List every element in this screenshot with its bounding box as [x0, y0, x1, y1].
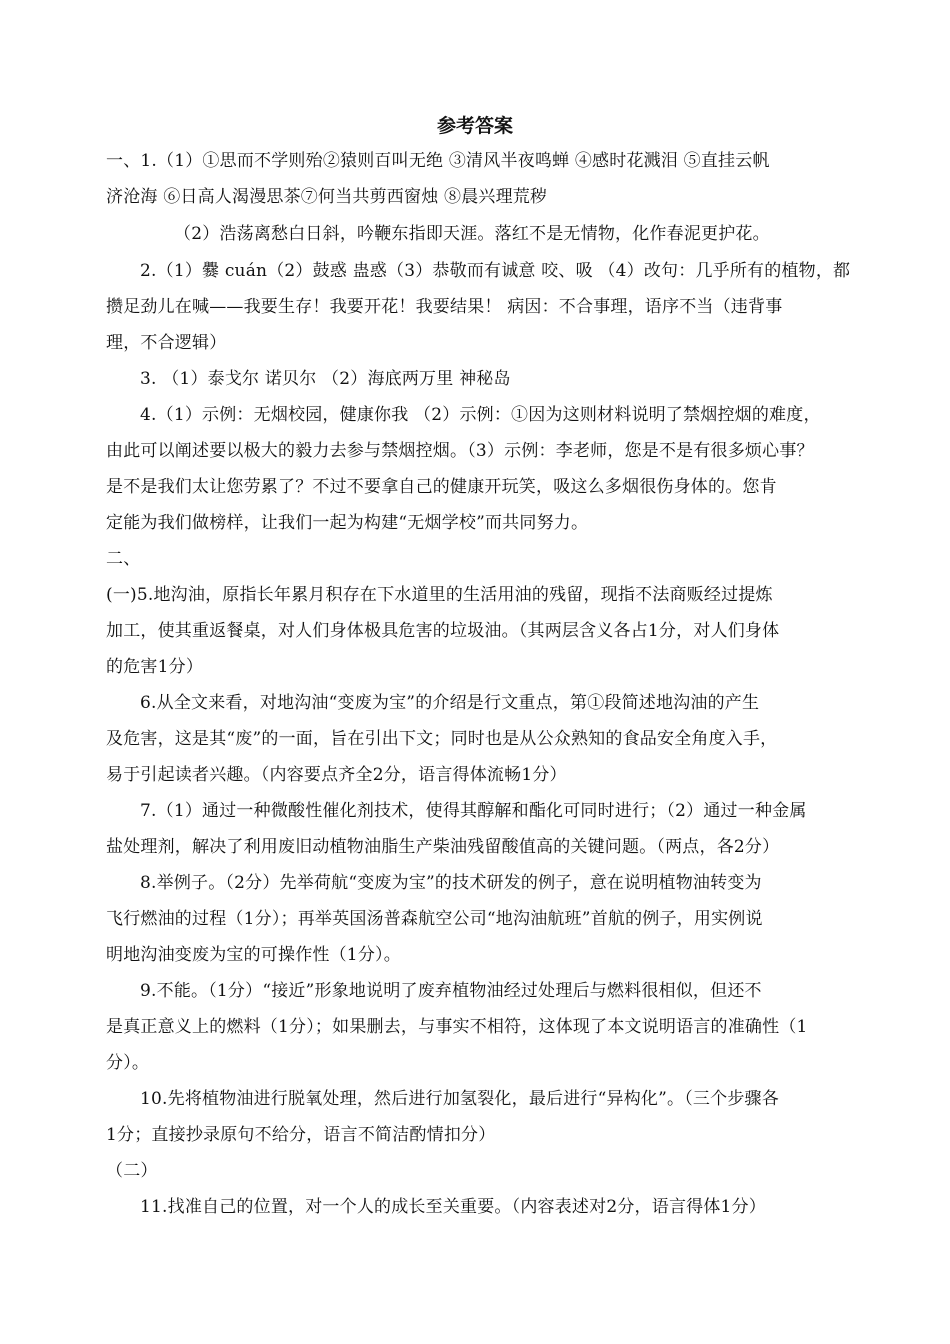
text-line: 加工，使其重返餐桌，对人们身体极具危害的垃圾油。（其两层含义各占1分，对人们身体	[106, 621, 780, 641]
text-line: 分）。	[106, 1053, 150, 1073]
text-line: 6.从全文来看，对地沟油“变废为宝”的介绍是行文重点，第①段简述地沟油的产生	[140, 693, 760, 713]
text-line: 飞行燃油的过程（1分）；再举英国汤普森航空公司“地沟油航班”首航的例子，用实例说	[106, 909, 763, 929]
text-line: 及危害，这是其“废”的一面，旨在引出下文；同时也是从公众熟知的食品安全角度入手，	[106, 729, 778, 749]
text-line: （2）浩荡离愁白日斜，吟鞭东指即天涯。落红不是无情物，化作春泥更护花。	[174, 224, 770, 244]
text-line: 是真正意义上的燃料（1分）；如果删去，与事实不相符，这体现了本文说明语言的准确性（1	[106, 1017, 808, 1037]
text-line: 4.（1）示例：无烟校园，健康你我 （2）示例：①因为这则材料说明了禁烟控烟的难度，	[140, 405, 821, 425]
text-line: 明地沟油变废为宝的可操作性（1分）。	[106, 945, 401, 965]
text-line: 是不是我们太让您劳累了？不过不要拿自己的健康开玩笑，吸这么多烟很伤身体的。您肯	[106, 477, 777, 497]
text-line: 的危害1分）	[106, 657, 204, 677]
text-line: 11.找准自己的位置，对一个人的成长至关重要。（内容表述对2分，语言得体1分）	[140, 1197, 766, 1217]
text-line: 盐处理剂，解决了利用废旧动植物油脂生产柴油残留酸值高的关键问题。（两点，各2分）	[106, 837, 780, 857]
text-line: (一)5.地沟油，原指长年累月积存在下水道里的生活用油的残留，现指不法商贩经过提炼	[106, 585, 773, 605]
text-line: 10.先将植物油进行脱氧处理，然后进行加氢裂化，最后进行“异构化”。（三个步骤各	[140, 1089, 779, 1109]
text-line: 9.不能。（1分）“接近”形象地说明了废弃植物油经过处理后与燃料很相似，但还不	[140, 981, 762, 1001]
text-line: 理，不合逻辑）	[106, 333, 227, 353]
section-heading: 二、	[106, 549, 141, 569]
page-title: 参考答案	[436, 115, 513, 137]
text-line: 攒足劲儿在喊——我要生存！我要开花！我要结果！ 病因：不合事理，语序不当（违背事	[106, 297, 783, 317]
text-line: 3. （1）泰戈尔 诺贝尔 （2）海底两万里 神秘岛	[140, 369, 511, 389]
text-line: 易于引起读者兴趣。（内容要点齐全2分，语言得体流畅1分）	[106, 765, 567, 785]
section-heading: （二）	[106, 1161, 158, 1181]
text-line: 由此可以阐述要以极大的毅力去参与禁烟控烟。（3）示例：李老师，您是不是有很多烦心事？	[106, 441, 814, 461]
text-line: 2.（1）爨 cuán（2）鼓惑 蛊惑（3）恭敬而有诚意 咬、吸 （4）改句：几乎所有的植物，都	[140, 261, 851, 281]
text-line: 济沧海 ⑥日高人渴漫思茶⑦何当共剪西窗烛 ⑧晨兴理荒秽	[106, 187, 548, 207]
text-line: 7.（1）通过一种微酸性催化剂技术，使得其醇解和酯化可同时进行；（2）通过一种金属	[140, 801, 807, 821]
text-line: 1分；直接抄录原句不给分，语言不简洁酌情扣分）	[106, 1125, 496, 1145]
text-line: 定能为我们做榜样，让我们一起为构建“无烟学校”而共同努力。	[106, 513, 589, 533]
text-line: 8.举例子。（2分）先举荷航“变废为宝”的技术研发的例子，意在说明植物油转变为	[140, 873, 762, 893]
text-line: 一、1.（1）①思而不学则殆②猿则百叫无绝 ③清风半夜鸣蝉 ④感时花溅泪 ⑤直挂云帆	[106, 151, 770, 171]
